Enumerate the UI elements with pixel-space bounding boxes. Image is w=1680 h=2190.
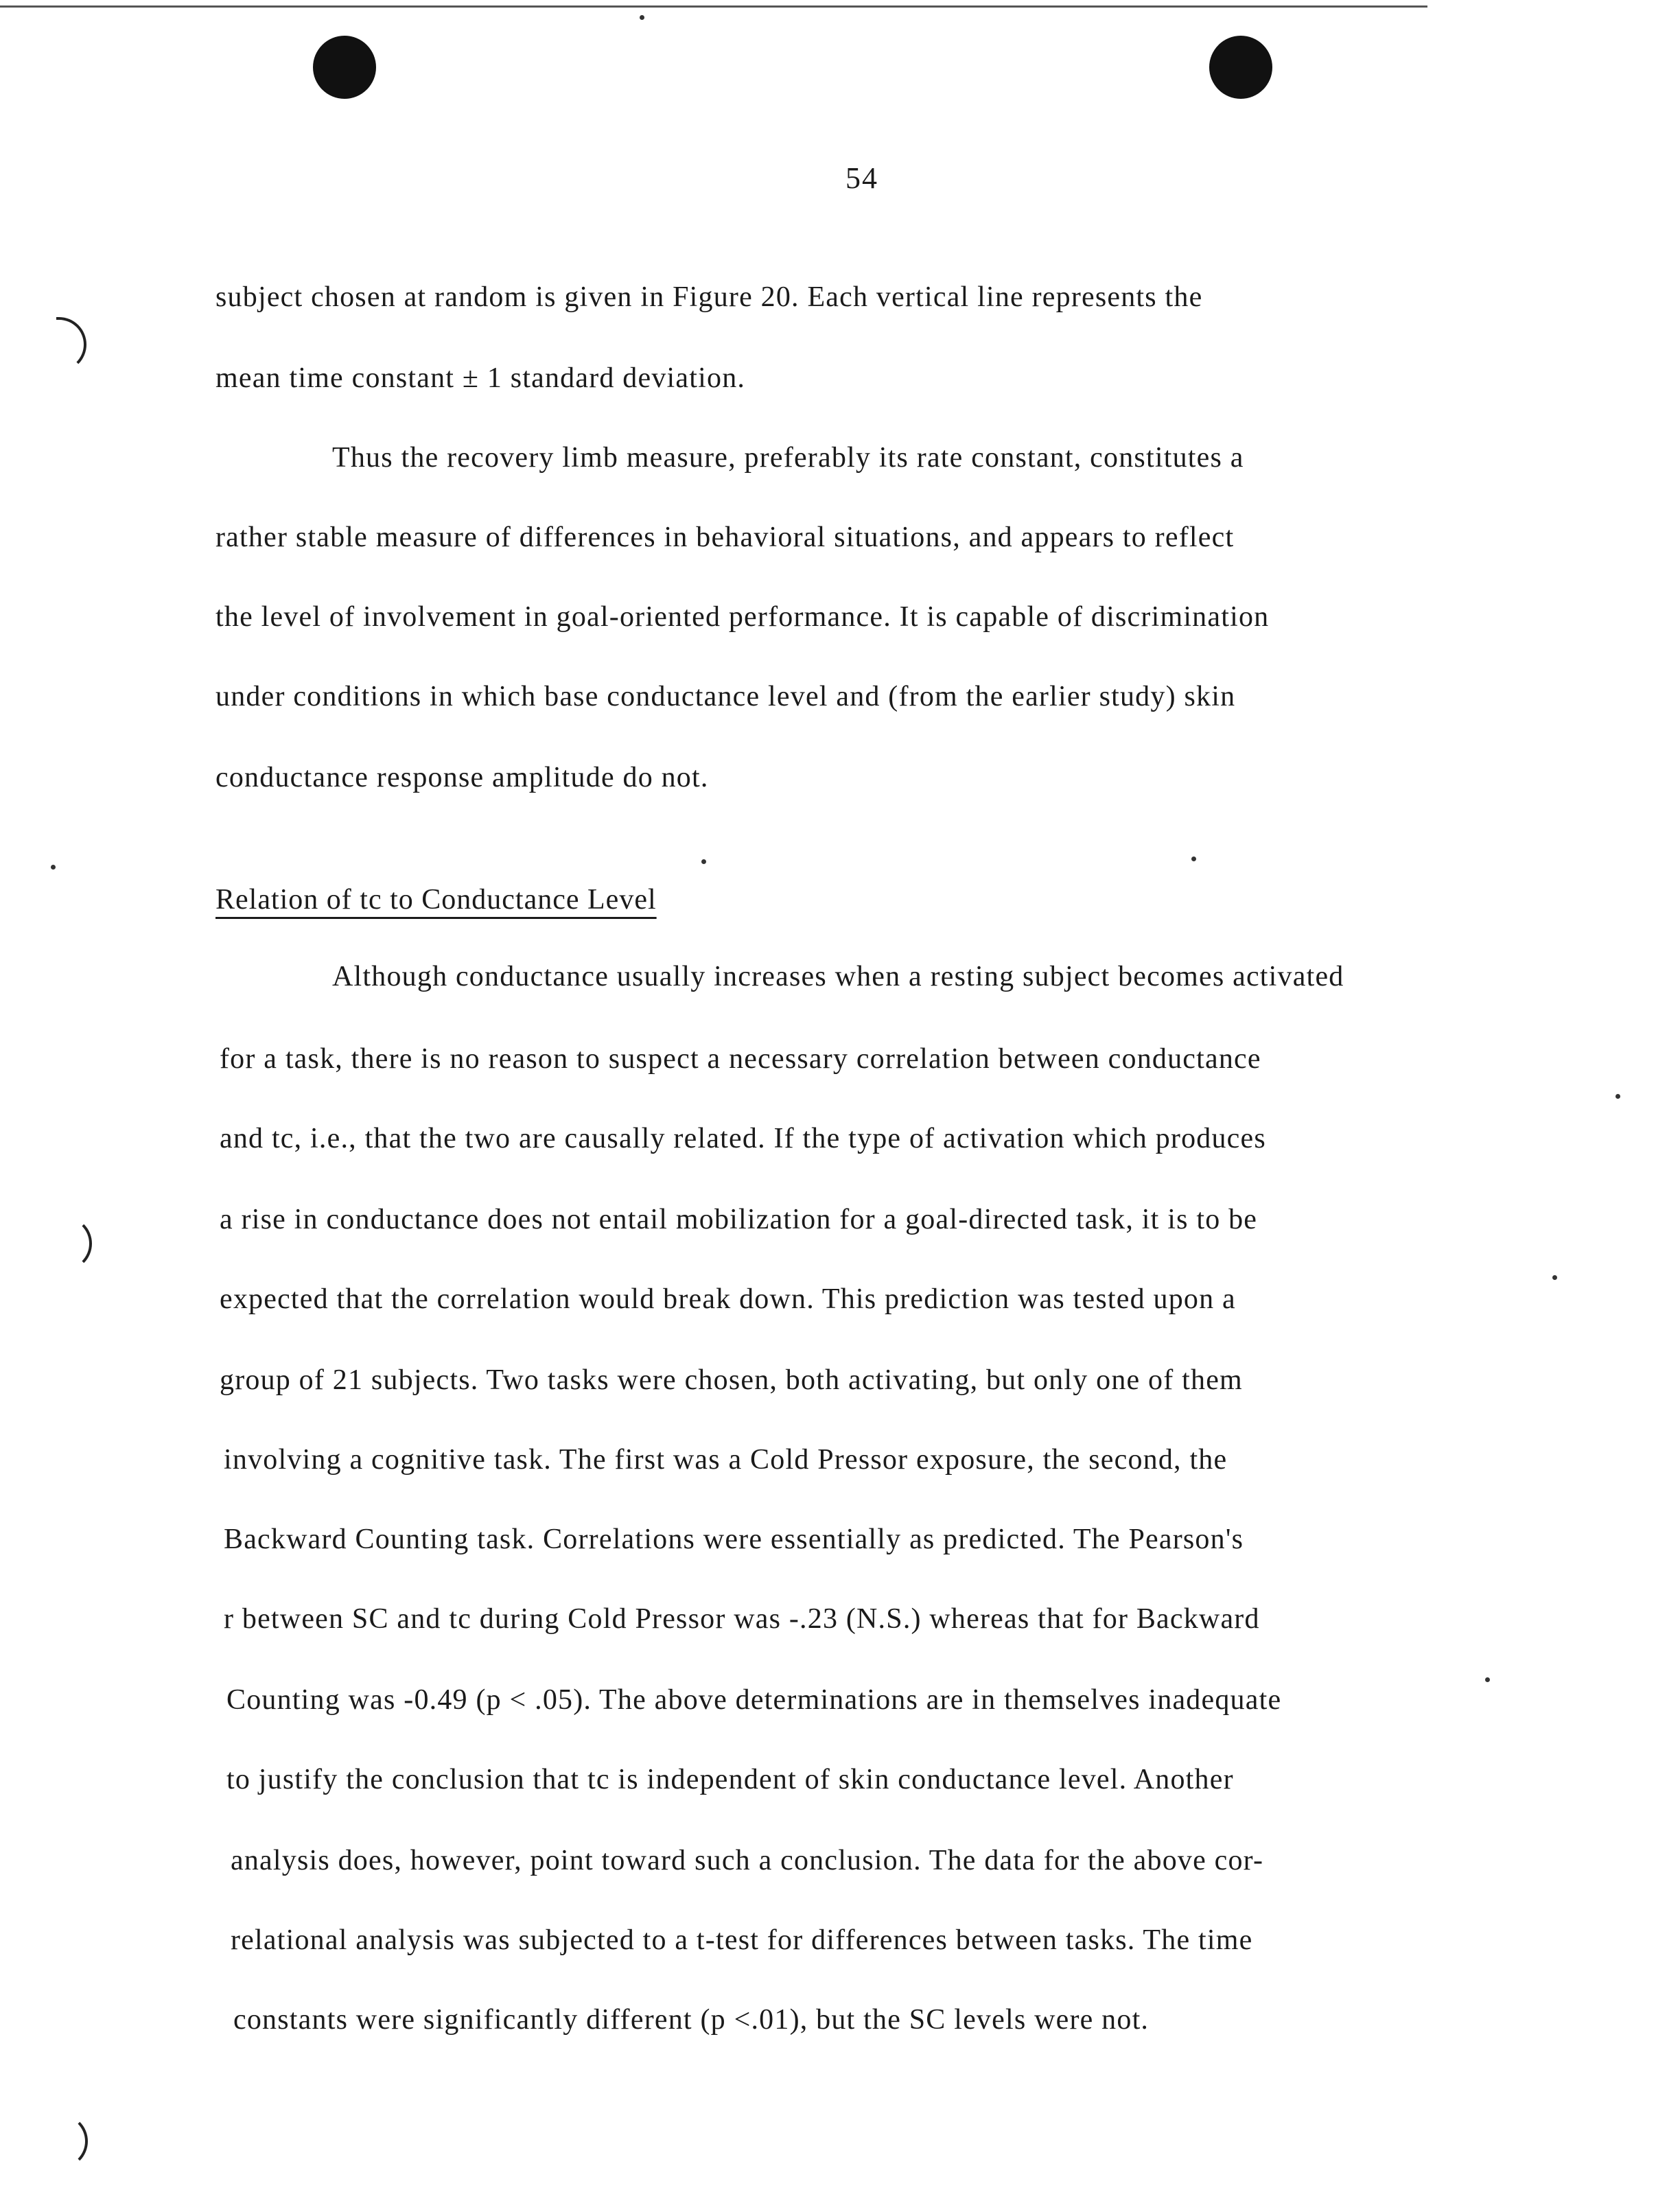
text-line: r between SC and tc during Cold Pressor was -.23 (N.S.) whereas that for Backward: [224, 1603, 1260, 1635]
text-line: conductance response amplitude do not.: [215, 762, 709, 793]
text-line: involving a cognitive task. The first was a Cold Pressor exposure, the second, the: [224, 1444, 1228, 1476]
scan-speck: [1191, 857, 1196, 861]
text-line: a rise in conductance does not entail mobilization for a goal-directed task, it is to be: [220, 1204, 1258, 1235]
text-line: under conditions in which base conductance level and (from the earlier study) skin: [215, 681, 1236, 712]
scan-speck: [51, 865, 56, 870]
text-line: to justify the conclusion that tc is independent of skin conductance level. Another: [226, 1764, 1234, 1795]
text-line: and tc, i.e., that the two are causally related. If the type of activation which produces: [220, 1123, 1266, 1154]
section-heading: Relation of tc to Conductance Level: [215, 884, 657, 916]
scan-speck: [640, 15, 644, 20]
text-line: for a task, there is no reason to suspect a necessary correlation between conductance: [220, 1043, 1261, 1075]
margin-bracket-mark: [58, 2114, 88, 2169]
text-line: group of 21 subjects. Two tasks were chosen, both activating, but only one of them: [220, 1364, 1243, 1396]
text-line: Counting was -0.49 (p < .05). The above determinations are in themselves inadequate: [226, 1684, 1282, 1716]
text-line: analysis does, however, point toward such a conclusion. The data for the above cor-: [231, 1845, 1264, 1876]
scan-speck: [1552, 1275, 1557, 1280]
text-line: expected that the correlation would break down. This prediction was tested upon a: [220, 1283, 1236, 1315]
text-line: Backward Counting task. Correlations were essentially as predicted. The Pearson's: [224, 1524, 1244, 1555]
page-number: 54: [845, 161, 878, 195]
text-line: rather stable measure of differences in behavioral situations, and appears to reflect: [215, 522, 1235, 553]
text-line: the level of involvement in goal-oriented performance. It is capable of discrimination: [215, 601, 1270, 633]
text-line: constants were significantly different (p <.01), but the SC levels were not.: [233, 2004, 1150, 2036]
punch-hole-left: [313, 36, 376, 99]
text-line: Thus the recovery limb measure, preferably its rate constant, constitutes a: [332, 442, 1244, 474]
text-line: Although conductance usually increases when a resting subject becomes activated: [332, 961, 1344, 992]
margin-bracket-mark: [62, 1216, 92, 1271]
text-line: subject chosen at random is given in Figure 20. Each vertical line represents the: [215, 281, 1203, 313]
scan-speck: [1615, 1094, 1620, 1099]
margin-bracket-mark: [56, 317, 86, 372]
text-line: mean time constant ± 1 standard deviation.: [215, 362, 746, 394]
text-line: relational analysis was subjected to a t-test for differences between tasks. The time: [231, 1924, 1253, 1956]
punch-hole-right: [1209, 36, 1272, 99]
scan-speck: [701, 859, 706, 864]
top-edge-rule: [0, 5, 1427, 8]
scan-speck: [1485, 1677, 1490, 1682]
